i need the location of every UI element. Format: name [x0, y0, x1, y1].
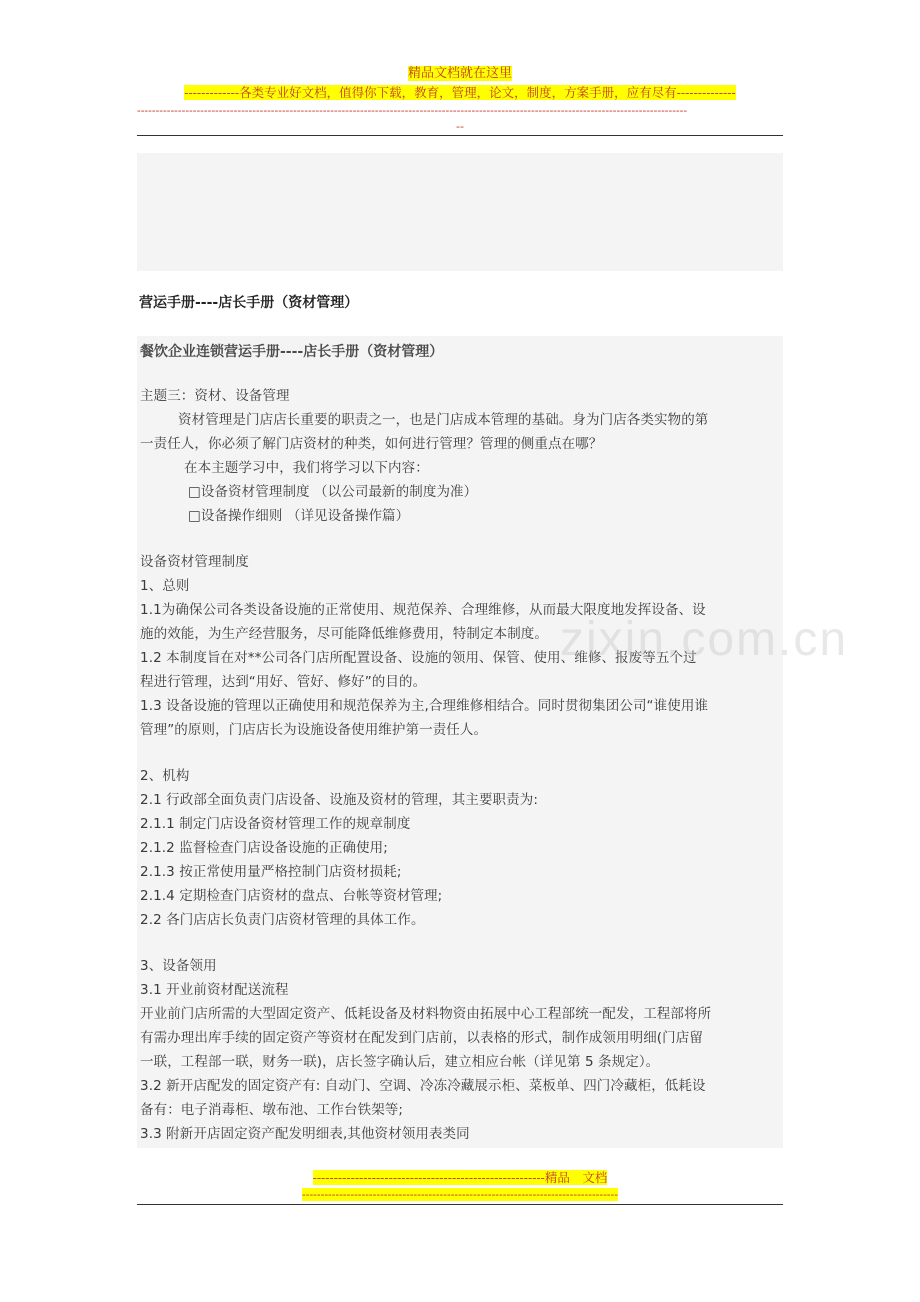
- watermark: zixin.com.cn: [560, 613, 849, 666]
- paragraph-line: 在本主题学习中，我们将学习以下内容：: [184, 460, 429, 476]
- paragraph-line: 程进行管理，达到“用好、管好、修好”的目的。: [140, 674, 427, 690]
- document-text: [140, 384, 782, 1146]
- paragraph-line: 1.3 设备设施的管理以正确使用和规范保养为主,合理维修相结合。同时贯彻集团公司“谁使用谁: [140, 698, 709, 714]
- header-dash-line-end: --: [456, 120, 464, 133]
- page-title: 营运手册----店长手册（资材管理）: [139, 295, 359, 311]
- paragraph-line: 2.1.1 制定门店设备资材管理工作的规章制度: [140, 816, 411, 832]
- document-body: [137, 336, 783, 1148]
- paragraph-line: 3.3 附新开店固定资产配发明细表,其他资材领用表类同: [140, 1126, 470, 1142]
- blank-banner-area: [137, 153, 783, 271]
- blank-line: [140, 932, 782, 954]
- paragraph-line: 有需办理出库手续的固定资产等资材在配发到门店前，以表格的形式，制作成领用明细(门店留: [140, 1030, 703, 1046]
- blank-line: [140, 528, 782, 550]
- paragraph-line: 2.1.3 按正常使用量严格控制门店资材损耗;: [140, 864, 402, 880]
- paragraph-line: 3.1 开业前资材配送流程: [140, 982, 289, 998]
- footer-line-1: -------------------------------------------------------精品 文档: [312, 1170, 608, 1185]
- blank-line: [140, 742, 782, 764]
- paragraph-line: 2.1.4 定期检查门店资材的盘点、台帐等资材管理;: [140, 888, 443, 904]
- footer-line-2: -------------------------------------------------------------------------------------: [302, 1188, 618, 1201]
- document-title: 餐饮企业连锁营运手册----店长手册（资材管理）: [140, 344, 444, 360]
- paragraph-line: 2.1 行政部全面负责门店设备、设施及资材的管理，其主要职责为:: [140, 792, 539, 808]
- paragraph-line: 备有：电子消毒柜、墩布池、工作台铁架等;: [140, 1102, 404, 1118]
- list-item: □设备操作细则 （详见设备操作篇）: [188, 508, 410, 524]
- paragraph-line: 一责任人，你必须了解门店资材的种类，如何进行管理？管理的侧重点在哪？: [140, 436, 603, 452]
- section-heading: 3、设备领用: [140, 958, 217, 974]
- header-dash-line: ----------------------------------------------------------------------------------------------------------------------------------------------------: [137, 104, 688, 117]
- footer-rule: [137, 1204, 783, 1205]
- paragraph-line: 开业前门店所需的大型固定资产、低耗设备及材料物资由拓展中心工程部统一配发，工程部将所: [140, 1006, 712, 1022]
- paragraph-line: 一联，工程部一联，财务一联)，店长签字确认后，建立相应台帐（详见第 5 条规定）。: [140, 1054, 660, 1070]
- paragraph-line: 1.2 本制度旨在对**公司各门店所配置设备、设施的领用、保管、使用、维修、报废等五个过: [140, 650, 697, 666]
- section-heading: 设备资材管理制度: [140, 554, 249, 570]
- section-heading: 主题三：资材、设备管理: [140, 388, 290, 404]
- paragraph-line: 2.1.2 监督检查门店设备设施的正确使用;: [140, 840, 388, 856]
- list-item: □设备资材管理制度 （以公司最新的制度为准）: [188, 484, 478, 500]
- paragraph-line: 3.2 新开店配发的固定资产有: 自动门、空调、冷冻冷藏展示柜、菜板单、四门冷藏柜，低耗设: [140, 1078, 706, 1094]
- header-title: 精品文档就在这里: [407, 66, 512, 81]
- section-heading: 1、总则: [140, 578, 190, 594]
- paragraph-line: 施的效能，为生产经营服务，尽可能降低维修费用，特制定本制度。: [140, 626, 548, 642]
- header-rule: [137, 135, 783, 136]
- paragraph-line: 2.2 各门店店长负责门店资材管理的具体工作。: [140, 912, 425, 928]
- paragraph-line: 管理”的原则，门店店长为设施设备使用维护第一责任人。: [140, 722, 488, 738]
- paragraph-line: 资材管理是门店店长重要的职责之一，也是门店成本管理的基础。身为门店各类实物的第: [178, 412, 709, 428]
- header-subtitle: -------------各类专业好文档，值得你下载，教育，管理，论文，制度，方案手册，应有尽有--------------: [184, 85, 736, 100]
- section-heading: 2、机构: [140, 768, 190, 784]
- paragraph-line: 1.1为确保公司各类设备设施的正常使用、规范保养、合理维修，从而最大限度地发挥设备、设: [140, 602, 706, 618]
